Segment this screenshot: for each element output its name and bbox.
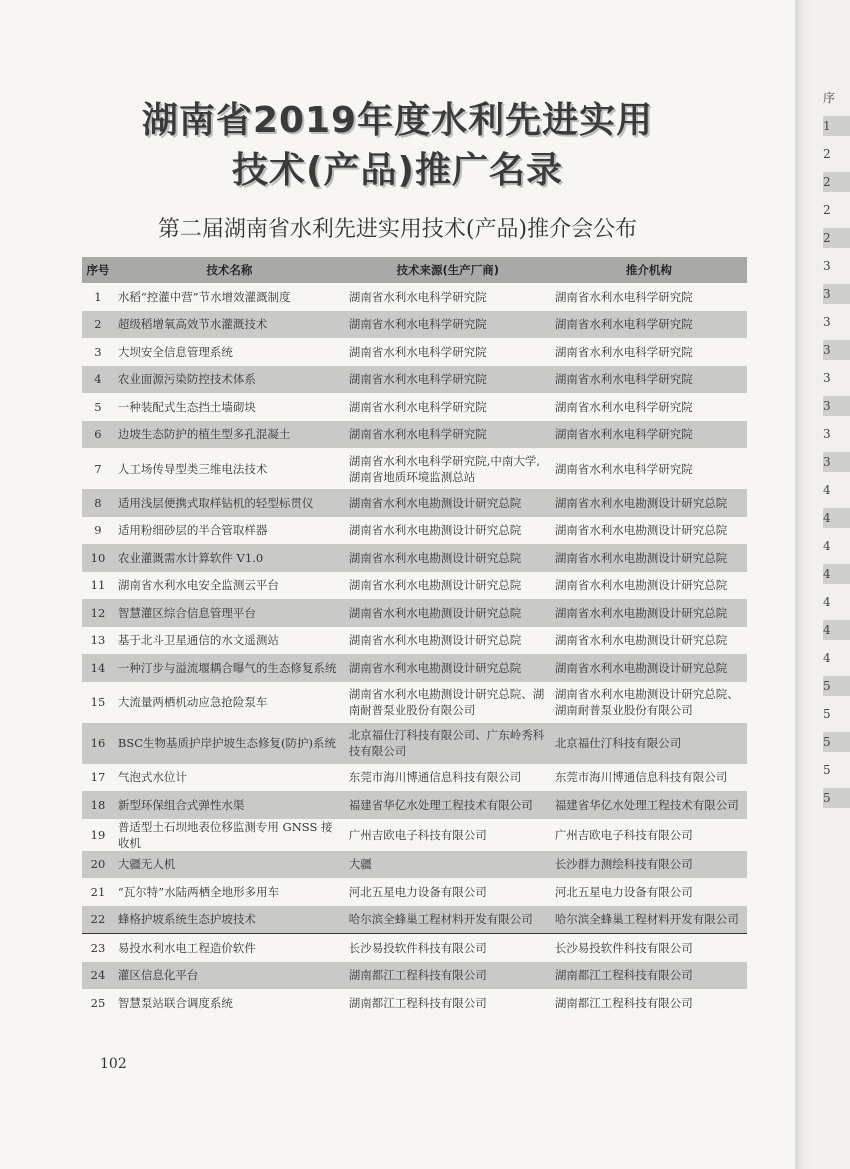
adjacent-page-cell: 3 [823, 259, 831, 273]
table-row [82, 934, 747, 962]
row-tech-name: 新型环保组合式弹性水渠 [114, 791, 345, 819]
row-org: 湖南省水利水电勘测设计研究总院、湖南耐普泵业股份有限公司 [554, 687, 739, 717]
row-source: 湖南都江工程科技有限公司 [345, 962, 551, 990]
table-row [82, 283, 747, 311]
row-index: 25 [90, 995, 106, 1010]
table-row [82, 448, 747, 489]
row-index: 7 [94, 461, 102, 476]
row-source: 广州吉欧电子科技有限公司 [348, 827, 487, 842]
row-source: 东莞市海川博通信息科技有限公司 [348, 770, 522, 785]
row-source: 大疆 [345, 851, 551, 879]
row-index: 13 [90, 633, 106, 648]
row-tech-name: “瓦尔特”水陆两栖全地形多用车 [117, 884, 280, 899]
row-index: 8 [82, 489, 114, 517]
row-source: 湖南省水利水电勘测设计研究总院 [345, 489, 551, 517]
row-org: 湖南省水利水电勘测设计研究总院 [551, 544, 747, 572]
table-row [82, 791, 747, 819]
row-org: 湖南省水利水电科学研究院 [554, 344, 693, 359]
row-tech-name: 易投水利水电工程造价软件 [117, 940, 256, 955]
row-org: 湖南省水利水电科学研究院 [554, 461, 693, 476]
table-row [82, 489, 747, 517]
row-source: 湖南省水利水电科学研究院,中南大学,湖南省地质环境监测总站 [348, 453, 541, 484]
row-source: 湖南省水利水电勘测设计研究总院 [345, 544, 551, 572]
row-index: 9 [94, 523, 102, 538]
row-index: 20 [82, 851, 114, 879]
adjacent-page-cell: 2 [823, 228, 850, 248]
row-source: 湖南省水利水电科学研究院 [345, 366, 551, 394]
table-row [82, 989, 747, 1017]
table-row [82, 366, 747, 394]
adjacent-page-cell: 3 [823, 315, 831, 329]
adjacent-page-cell: 5 [823, 676, 850, 696]
row-index: 18 [82, 791, 114, 819]
row-tech-name: 人工场传导型类三维电法技术 [117, 461, 268, 476]
adjacent-page-cell: 4 [823, 483, 831, 497]
row-source: 湖南省水利水电勘测设计研究总院、湖南耐普泵业股份有限公司 [348, 687, 545, 717]
row-source: 湖南省水利水电科学研究院 [348, 399, 487, 414]
row-org: 湖南省水利水电勘测设计研究总院 [551, 489, 747, 517]
row-source: 湖南省水利水电勘测设计研究总院 [348, 633, 522, 648]
page-number: 102 [100, 1056, 127, 1072]
adjacent-page-cell: 5 [823, 763, 831, 777]
row-source: 长沙易投软件科技有限公司 [348, 940, 487, 955]
row-index: 14 [82, 654, 114, 682]
row-org: 湖南省水利水电科学研究院 [554, 399, 693, 414]
table-row [82, 654, 747, 682]
adjacent-page-cell: 4 [823, 620, 850, 640]
table-header-row [82, 257, 747, 283]
row-tech-name: 大坝安全信息管理系统 [117, 344, 233, 359]
row-org: 湖南省水利水电科学研究院 [551, 311, 747, 339]
row-tech-name: 蜂格护坡系统生态护坡技术 [114, 906, 345, 934]
adjacent-page-cell: 序 [823, 91, 836, 105]
row-index: 19 [90, 827, 106, 842]
row-tech-name: 智慧灌区综合信息管理平台 [114, 599, 345, 627]
row-source: 河北五星电力设备有限公司 [348, 884, 487, 899]
row-org: 哈尔滨全蜂巢工程材料开发有限公司 [551, 906, 747, 934]
adjacent-page-cell: 4 [823, 539, 831, 553]
table-row [82, 599, 747, 627]
adjacent-page-cell: 5 [823, 707, 831, 721]
row-source: 福建省华亿水处理工程技术有限公司 [345, 791, 551, 819]
header-index: 序号 [82, 257, 114, 283]
header-tech-name: 技术名称 [114, 257, 345, 283]
row-source: 北京福仕汀科技有限公司、广东岭秀科技有限公司 [345, 723, 551, 764]
row-index: 15 [90, 695, 106, 709]
adjacent-page-cell: 3 [823, 371, 831, 385]
table-row [82, 878, 747, 906]
row-org: 湖南省水利水电勘测设计研究总院 [554, 633, 728, 648]
row-index: 21 [90, 884, 106, 899]
table-body [82, 283, 747, 1017]
adjacent-page-cell: 3 [823, 452, 850, 472]
adjacent-page-cell: 2 [823, 147, 831, 161]
row-tech-name: 灌区信息化平台 [114, 962, 345, 990]
adjacent-page-cell: 4 [823, 508, 850, 528]
adjacent-page-cell: 3 [823, 340, 850, 360]
table-row [82, 311, 747, 339]
row-org: 湖南省水利水电科学研究院 [551, 366, 747, 394]
row-index: 24 [82, 962, 114, 990]
row-tech-name: 边坡生态防护的植生型多孔混凝土 [114, 421, 345, 449]
row-index: 1 [94, 289, 102, 304]
row-tech-name: 一种汀步与溢流堰耦合曝气的生态修复系统 [114, 654, 345, 682]
row-org: 湖南省水利水电科学研究院 [554, 289, 693, 304]
row-index: 22 [82, 906, 114, 934]
row-source: 湖南省水利水电勘测设计研究总院 [348, 523, 522, 538]
row-org: 湖南省水利水电勘测设计研究总院 [554, 523, 728, 538]
row-index: 3 [94, 344, 102, 359]
table-row [82, 338, 747, 366]
adjacent-page-cell: 3 [823, 284, 850, 304]
table-row [82, 517, 747, 545]
row-org: 东莞市海川博通信息科技有限公司 [554, 770, 728, 785]
header-source: 技术来源(生产厂商) [345, 257, 551, 283]
row-source: 湖南省水利水电科学研究院 [348, 344, 487, 359]
row-tech-name: 普适型土石坝地表位移监测专用 GNSS 接收机 [117, 819, 333, 850]
row-org: 长沙群力测绘科技有限公司 [551, 851, 747, 879]
row-tech-name: 智慧泵站联合调度系统 [117, 995, 233, 1010]
table-row [82, 544, 747, 572]
row-index: 12 [82, 599, 114, 627]
row-index: 10 [82, 544, 114, 572]
row-tech-name: 基于北斗卫星通信的水文遥测站 [117, 633, 279, 648]
table-row [82, 906, 747, 934]
row-org: 河北五星电力设备有限公司 [554, 884, 693, 899]
row-source: 湖南省水利水电勘测设计研究总院 [345, 654, 551, 682]
row-tech-name: 湖南省水利水电安全监测云平台 [117, 578, 279, 593]
technology-table [82, 257, 747, 1017]
adjacent-page-cell: 2 [823, 172, 850, 192]
row-tech-name: 适用浅层便携式取样钻机的轻型标贯仪 [114, 489, 345, 517]
row-org: 长沙易投软件科技有限公司 [554, 940, 693, 955]
row-source: 哈尔滨全蜂巢工程材料开发有限公司 [345, 906, 551, 934]
row-tech-name: 适用粉细砂层的半合管取样器 [117, 523, 268, 538]
table-row [82, 682, 747, 723]
table-row [82, 393, 747, 421]
adjacent-page-edge [815, 0, 850, 1169]
row-tech-name: 一种装配式生态挡土墙砌块 [117, 399, 256, 414]
adjacent-page-cell: 4 [823, 564, 850, 584]
row-tech-name: 水稻“控灌中营”节水增效灌溉制度 [117, 289, 291, 304]
table-row [82, 962, 747, 990]
header-org: 推介机构 [551, 257, 747, 283]
row-tech-name: BSC生物基质护岸护坡生态修复(防护)系统 [114, 723, 345, 764]
row-index: 6 [82, 421, 114, 449]
adjacent-page-cell: 2 [823, 203, 831, 217]
row-tech-name: 农业面源污染防控技术体系 [114, 366, 345, 394]
adjacent-page-cell: 1 [823, 116, 850, 136]
row-index: 11 [90, 578, 106, 593]
adjacent-page-cell: 3 [823, 396, 850, 416]
table-row [82, 572, 747, 600]
row-tech-name: 大疆无人机 [114, 851, 345, 879]
adjacent-page-cell: 4 [823, 595, 831, 609]
row-org: 湖南省水利水电勘测设计研究总院 [554, 578, 728, 593]
row-org: 广州吉欧电子科技有限公司 [554, 827, 693, 842]
row-source: 湖南省水利水电科学研究院 [345, 311, 551, 339]
row-tech-name: 超级稻增氧高效节水灌溉技术 [114, 311, 345, 339]
row-org: 福建省华亿水处理工程技术有限公司 [551, 791, 747, 819]
table-row [82, 851, 747, 879]
table-row [82, 421, 747, 449]
row-index: 4 [82, 366, 114, 394]
row-org: 湖南都江工程科技有限公司 [551, 962, 747, 990]
row-index: 5 [94, 399, 102, 414]
row-tech-name: 气泡式水位计 [117, 770, 187, 785]
page-fold [795, 0, 815, 1169]
page-subtitle: 第二届湖南省水利先进实用技术(产品)推介会公布 [157, 217, 638, 242]
row-org: 湖南省水利水电科学研究院 [551, 421, 747, 449]
table-row [82, 723, 747, 764]
row-source: 湖南省水利水电勘测设计研究总院 [345, 599, 551, 627]
row-tech-name: 大流量两栖机动应急抢险泵车 [117, 695, 268, 709]
row-index: 16 [82, 723, 114, 764]
adjacent-page-cell: 5 [823, 732, 850, 752]
row-org: 湖南省水利水电勘测设计研究总院 [551, 654, 747, 682]
row-source: 湖南省水利水电勘测设计研究总院 [348, 578, 522, 593]
table-row [82, 627, 747, 655]
row-index: 2 [82, 311, 114, 339]
row-source: 湖南省水利水电科学研究院 [345, 421, 551, 449]
adjacent-page-cell: 4 [823, 651, 831, 665]
table-row [82, 819, 747, 851]
row-tech-name: 农业灌溉需水计算软件 V1.0 [114, 544, 345, 572]
table-row [82, 764, 747, 792]
row-org: 北京福仕汀科技有限公司 [551, 723, 747, 764]
adjacent-page-cell: 5 [823, 788, 850, 808]
row-index: 23 [90, 940, 106, 955]
row-source: 湖南省水利水电科学研究院 [348, 289, 487, 304]
page-title-line2: 技术(产品)推广名录 [232, 150, 563, 191]
row-index: 17 [90, 770, 106, 785]
row-source: 湖南都江工程科技有限公司 [348, 995, 487, 1010]
adjacent-page-cell: 3 [823, 427, 831, 441]
row-org: 湖南都江工程科技有限公司 [554, 995, 693, 1010]
page-title-line1: 湖南省2019年度水利先进实用 [141, 100, 654, 141]
row-org: 湖南省水利水电勘测设计研究总院 [551, 599, 747, 627]
